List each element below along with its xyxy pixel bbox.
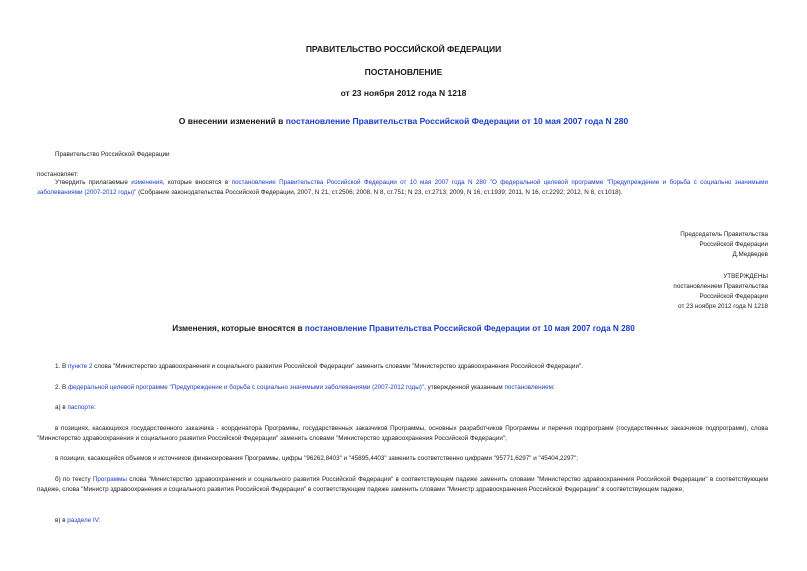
program-link[interactable]: федеральной целевой программе "Предупреждение и борьба с социально значимыми заболеваниями (2007-2012 годы)" [67, 384, 425, 391]
subitem-a-paragraph-2: в позиции, касающейся объемов и источников финансирования Программы, цифры "96262,8403" и "45895,4403" заменить соответственно цифрами "95771,6297" и "45404,2297"; [55, 455, 578, 462]
signature-country: Российской Федерации [699, 241, 768, 248]
item2-text-b: , утвержденной указанным [424, 384, 505, 391]
p1-text-a: Утвердить прилагаемые [55, 179, 132, 186]
decrees-line: постановляет: [37, 171, 79, 178]
item1-text-b: слова "Министерство здравоохранения и социального развития Российской Федерации" заменить словами "Министерство здравоохранения Российской Федерации". [92, 363, 583, 370]
program-text-link[interactable]: Программы [92, 476, 127, 483]
changes-heading-link[interactable]: постановление Правительства Российской Федерации от 10 мая 2007 года N 280 [304, 324, 635, 333]
item2-text-a: 2. В [55, 384, 68, 391]
approved-date: от 23 ноября 2012 года N 1218 [678, 303, 768, 310]
signature-name: Д.Медведев [732, 251, 768, 258]
government-line: Правительство Российской Федерации [55, 151, 170, 158]
item-2 [55, 383, 555, 393]
approved-by: постановлением Правительства [673, 283, 768, 290]
changes-heading-prefix: Изменения, которые вносятся в [172, 324, 305, 333]
subitem-c [55, 516, 100, 526]
subitem-a-suffix: : [94, 404, 96, 411]
subitem-a-paragraph-1: в позициях, касающихся государственного заказчика - координатора Программы, государственных заказчиков Программы, основных разработчиков Программы и перечня подпрограмм (государственных заказчиков подпрограмм), слова "Министерство здравоохранения и социального развития Российской Федерации" заменить словами "Министерство здравоохранения Российской Федерации"; [37, 425, 768, 442]
item-1 [55, 362, 583, 372]
passport-link[interactable]: паспорте [67, 404, 95, 411]
item1-link[interactable]: пункте 2 [67, 363, 93, 370]
subitem-b-text-b: слова "Министерство здравоохранения и социального развития Российской Федерации" в соответствующем падеже заменить словами "Министерство здравоохранения Российской Федерации" в соответствующем падеже, слова "Министр здравоохранения и социального развития Российской Федерации" в соответствующем падеже заменить словами "Министр здравоохранения Российской Федерации" в соответствующем падеже; [37, 476, 768, 493]
resolution-link[interactable]: постановлением [504, 384, 553, 391]
signature-title: Председатель Правительства [680, 231, 768, 238]
document-date: от 23 ноября 2012 года N 1218 [340, 88, 467, 98]
changes-link[interactable]: изменения [131, 179, 163, 186]
resolution-280-link[interactable]: постановление Правительства Российской Федерации от 10 мая 2007 года N 280 "О федеральной целевой программе "Предупреждение и борьба с социально значимыми заболеваниями (2007-2012 годы)" [37, 179, 769, 196]
p1-text-b: , которые вносятся в [162, 179, 232, 186]
subitem-c-prefix: в) в [55, 517, 68, 524]
approved-label: УТВЕРЖДЕНЫ [723, 273, 768, 280]
subitem-b-paragraph [37, 475, 768, 494]
subitem-c-suffix: : [98, 517, 101, 524]
section-iv-link[interactable]: разделе IV [67, 517, 99, 524]
subitem-a [55, 403, 96, 413]
subitem-a-prefix: а) в [55, 404, 68, 411]
item1-text-a: 1. В [55, 363, 68, 370]
item2-text-c: : [553, 384, 555, 391]
changes-heading [0, 324, 807, 333]
p1-text-c: (Собрание законодательства Российской Федерации, 2007, N 21, ст.2506; 2008, N 8, ст.751; N 23, ст.2713; 2009, N 16, ст.1939; 2011, N 16, ст.2292; 2012, N 8, ст.1018). [136, 188, 623, 196]
title-link[interactable]: постановление Правительства Российской Федерации от 10 мая 2007 года N 280 [285, 116, 629, 126]
document-title [0, 116, 807, 126]
title-prefix: О внесении изменений в [178, 116, 286, 126]
resolution-paragraph [37, 178, 768, 197]
subitem-b-text-a: б) по тексту [55, 476, 93, 483]
document-type: ПОСТАНОВЛЕНИЕ [364, 67, 443, 77]
approved-country: Российской Федерации [699, 293, 768, 300]
government-heading: ПРАВИТЕЛЬСТВО РОССИЙСКОЙ ФЕДЕРАЦИИ [305, 44, 502, 54]
